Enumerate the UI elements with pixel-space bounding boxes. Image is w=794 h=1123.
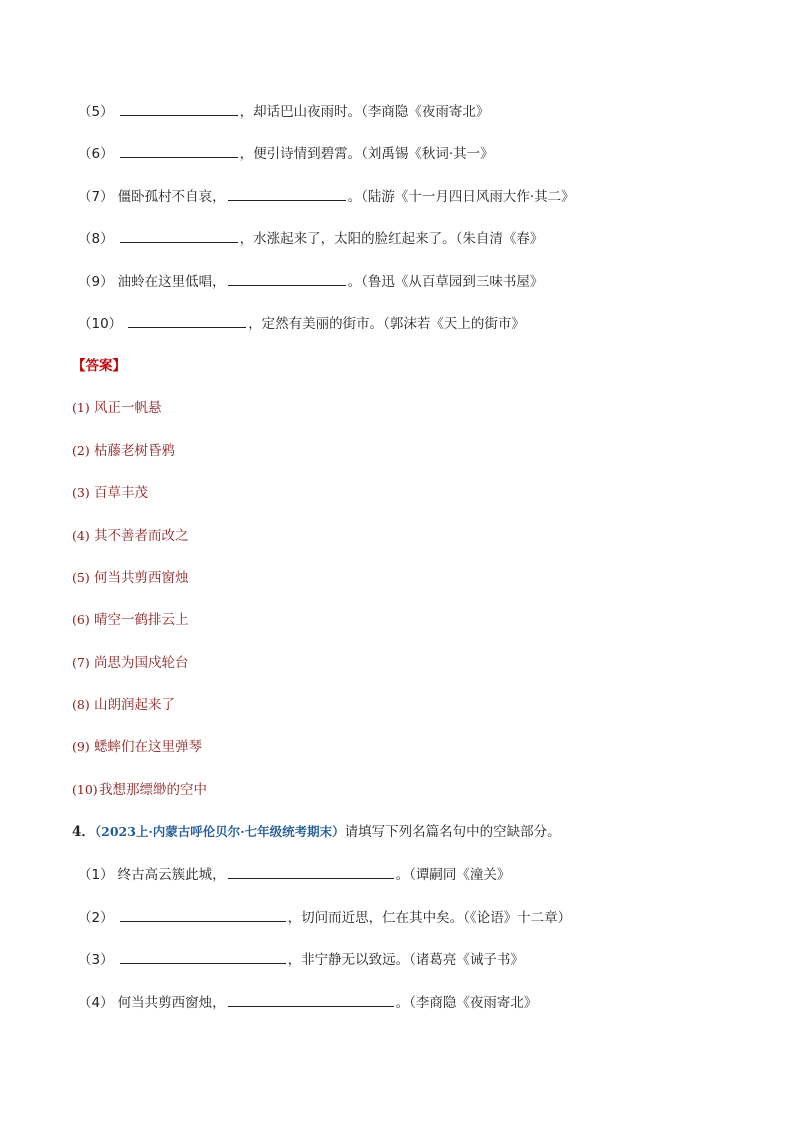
answer-number: (1) <box>72 400 90 415</box>
question-4-header <box>72 822 561 842</box>
item-number: （3） <box>78 952 114 968</box>
question-source: （2023上·内蒙古呼伦贝尔·七年级统考期末） <box>94 824 345 839</box>
answer-text: 风正一帆悬 <box>94 400 162 416</box>
item-number: （10） <box>78 316 123 332</box>
answer-number: (8) <box>72 697 90 712</box>
item-text-before: 何当共剪西窗烛， <box>117 995 226 1011</box>
answer-blank[interactable] <box>228 864 394 879</box>
item-number: （5） <box>78 104 114 120</box>
answer-item <box>72 398 162 418</box>
answer-blank[interactable] <box>228 186 346 201</box>
answer-text: 百草丰茂 <box>94 485 148 501</box>
q4-item-3 <box>78 949 524 970</box>
item-text: 。（陆游《十一月四日风雨大作·其二》 <box>347 189 575 205</box>
item-number: （8） <box>78 231 114 247</box>
item-text: ，便引诗情到碧霄。（刘禹锡《秋词·其一》 <box>239 146 494 162</box>
answer-blank[interactable] <box>128 313 246 328</box>
answer-text: 蟋蟀们在这里弹琴 <box>94 739 202 755</box>
answer-number: (3) <box>72 485 90 500</box>
fill-item-6 <box>78 143 494 164</box>
answer-item <box>72 526 189 546</box>
item-text: ，定然有美丽的街市。（郭沫若《天上的街市》 <box>248 316 525 332</box>
question-prompt: 请填写下列名篇名句中的空缺部分。 <box>344 824 561 840</box>
answer-heading: 【答案】 <box>72 358 126 374</box>
answer-number: (5) <box>72 570 90 585</box>
answer-number: (9) <box>72 739 90 754</box>
item-text: 。（谭嗣同《潼关》 <box>395 867 511 883</box>
answer-text: 尚思为国戍轮台 <box>94 655 189 671</box>
answer-blank[interactable] <box>228 271 346 286</box>
answer-blank[interactable] <box>228 992 394 1007</box>
question-number: 4． <box>72 824 95 840</box>
answer-blank[interactable] <box>120 949 286 964</box>
answer-item <box>72 610 189 630</box>
item-number: （9） <box>78 274 114 290</box>
item-number: （4） <box>78 995 114 1011</box>
item-text: ，水涨起来了，太阳的脸红起来了。（朱自清《春》 <box>239 231 544 247</box>
item-text: ，切问而近思，仁在其中矣。（《论语》十二章） <box>287 910 572 926</box>
item-text: ，非宁静无以致远。（诸葛亮《诫子书》 <box>287 952 524 968</box>
item-text-before: 油蛉在这里低唱， <box>117 274 226 290</box>
answer-number: (7) <box>72 655 90 670</box>
answer-number: (6) <box>72 612 90 627</box>
q4-item-4 <box>78 992 537 1013</box>
answer-text: 晴空一鹤排云上 <box>94 612 189 628</box>
item-text-before: 僵卧孤村不自哀， <box>117 189 226 205</box>
fill-item-10 <box>78 313 525 334</box>
fill-item-7 <box>78 186 575 207</box>
item-text: 。（李商隐《夜雨寄北》 <box>395 995 538 1011</box>
answer-number: (4) <box>72 528 90 543</box>
answer-item <box>72 780 207 800</box>
answer-text: 山朗润起来了 <box>94 697 175 713</box>
q4-item-1 <box>78 864 510 885</box>
answer-text: 我想那缥缈的空中 <box>99 782 207 798</box>
answer-item <box>72 695 175 715</box>
answer-blank[interactable] <box>120 907 286 922</box>
answer-number: (2) <box>72 443 90 458</box>
answer-number: (10) <box>72 782 98 797</box>
item-number: （7） <box>78 189 114 205</box>
answer-text: 何当共剪西窗烛 <box>94 570 189 586</box>
item-number: （1） <box>78 867 114 883</box>
q4-item-2 <box>78 907 571 928</box>
answer-item <box>72 483 148 503</box>
answer-item <box>72 441 175 461</box>
fill-item-5 <box>78 101 489 122</box>
answer-item <box>72 653 189 673</box>
answer-text: 其不善者而改之 <box>94 528 189 544</box>
answer-item <box>72 568 189 588</box>
item-text: 。（鲁迅《从百草园到三味书屋》 <box>347 274 544 290</box>
item-number: （6） <box>78 146 114 162</box>
item-number: （2） <box>78 910 114 926</box>
answer-blank[interactable] <box>120 143 238 158</box>
item-text: ，却话巴山夜雨时。（李商隐《夜雨寄北》 <box>239 104 490 120</box>
fill-item-8 <box>78 228 543 249</box>
fill-item-9 <box>78 271 543 292</box>
answer-item <box>72 737 202 757</box>
answer-blank[interactable] <box>120 228 238 243</box>
answer-blank[interactable] <box>120 101 238 116</box>
answer-text: 枯藤老树昏鸦 <box>94 443 175 459</box>
item-text-before: 终古高云簇此城， <box>117 867 226 883</box>
